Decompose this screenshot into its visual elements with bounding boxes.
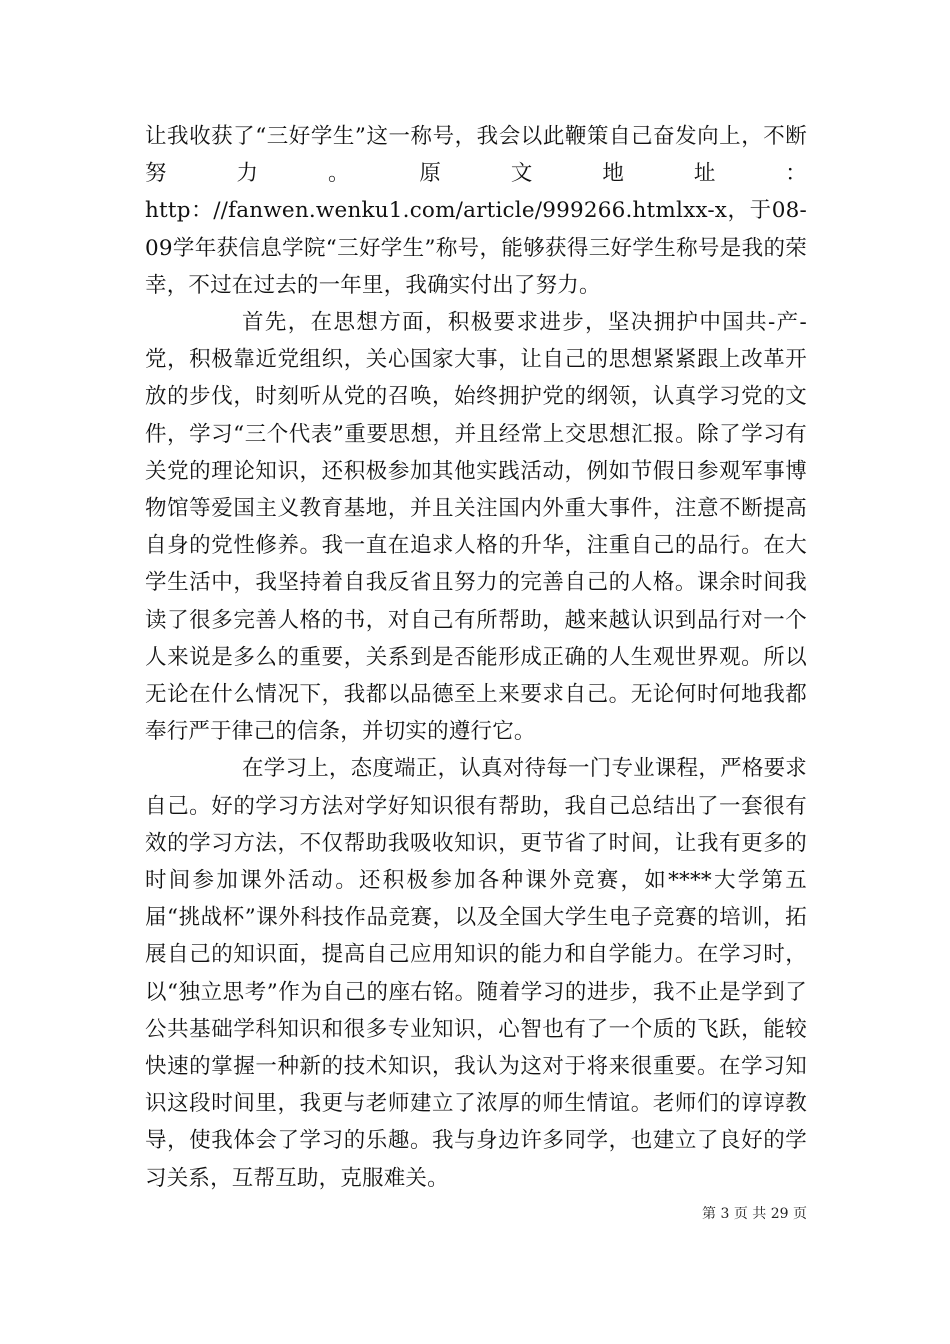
- paragraph-3: 在学习上，态度端正，认真对待每一门专业课程，严格要求自己。好的学习方法对学好知识很有帮助，我自己总结出了一套很有效的学习方法，不仅帮助我吸收知识，更节省了时间，让我有更多的时间参加课外活动。还积极参加各种课外竞赛，如****大学第五届“挑战杯”课外科技作品竞赛，以及全国大学生电子竞赛的培训，拓展自己的知识面，提高自己应用知识的能力和自学能力。在学习时，以“独立思考”作为自己的座右铭。随着学习的进步，我不止是学到了公共基础学科知识和很多专业知识，心智也有了一个质的飞跃，能较快速的掌握一种新的技术知识，我认为这对于将来很重要。在学习知识这段时间里，我更与老师建立了浓厚的师生情谊。老师们的谆谆教导，使我体会了学习的乐趣。我与身边许多同学，也建立了良好的学习关系，互帮互助，克服难关。: [145, 756, 807, 1191]
- paragraph-2: 首先，在思想方面，积极要求进步，坚决拥护中国共-产-党，积极靠近党组织，关心国家大事，让自己的思想紧紧跟上改革开放的步伐，时刻听从党的召唤，始终拥护党的纲领，认真学习党的文件，学习“三个代表”重要思想，并且经常上交思想汇报。除了学习有关党的理论知识，还积极参加其他实践活动，例如节假日参观军事博物馆等爱国主义教育基地，并且关注国内外重大事件，注意不断提高自身的党性修养。我一直在追求人格的升华，注重自己的品行。在大学生活中，我坚持着自我反省且努力的完善自己的人格。课余时间我读了很多完善人格的书，对自己有所帮助，越来越认识到品行对一个人来说是多么的重要，关系到是否能形成正确的人生观世界观。所以无论在什么情况下，我都以品德至上来要求自己。无论何时何地我都奉行严于律己的信条，并切实的遵行它。: [145, 310, 807, 745]
- paragraph-1: 让我收获了“三好学生”这一称号，我会以此鞭策自己奋发向上，不断努力。原文地址：http：//fanwen.wenku1.com/article/999266.htmlxx-x，于08-09学年获信息学院“三好学生”称号，能够获得三好学生称号是我的荣幸，不过在过去的一年里，我确实付出了努力。: [145, 124, 807, 298]
- document-body: [145, 118, 807, 1197]
- page-number-footer: 第 3 页 共 29 页: [702, 1206, 807, 1222]
